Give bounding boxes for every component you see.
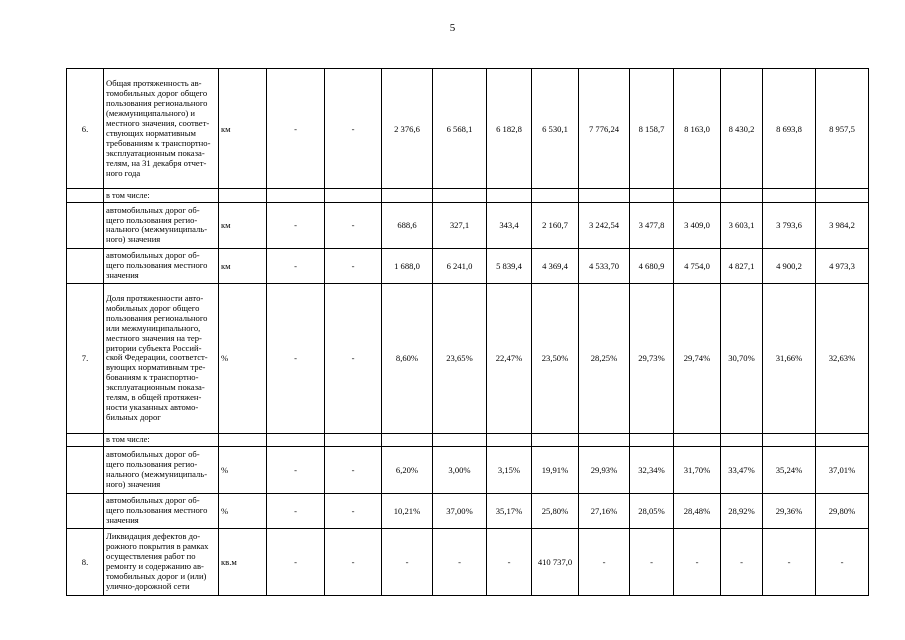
- empty-cell: [763, 433, 816, 446]
- empty-cell: [579, 189, 630, 202]
- empty-cell: [721, 433, 763, 446]
- value-cell: 4 754,0: [674, 249, 721, 284]
- value-cell: 7 776,24: [579, 69, 630, 189]
- value-cell: 2 376,6: [382, 69, 433, 189]
- value-cell: 28,05%: [630, 494, 674, 529]
- value-cell: 8 158,7: [630, 69, 674, 189]
- value-cell: 3 242,54: [579, 202, 630, 249]
- value-cell: 5 839,4: [487, 249, 532, 284]
- unit-cell: кв.м: [219, 528, 267, 595]
- value-cell: 22,47%: [487, 284, 532, 434]
- value-cell: -: [816, 528, 869, 595]
- table-body: [67, 69, 869, 596]
- value-cell: -: [325, 284, 382, 434]
- value-cell: -: [325, 528, 382, 595]
- value-cell: -: [763, 528, 816, 595]
- value-cell: -: [487, 528, 532, 595]
- empty-cell: [267, 433, 325, 446]
- value-cell: 3 984,2: [816, 202, 869, 249]
- value-cell: 29,73%: [630, 284, 674, 434]
- subheading-cell: в том числе:: [104, 189, 219, 202]
- unit-cell: %: [219, 447, 267, 494]
- empty-cell: [219, 433, 267, 446]
- table-row: [67, 189, 869, 202]
- row-number-cell: 7.: [67, 284, 104, 434]
- value-cell: -: [382, 528, 433, 595]
- value-cell: -: [267, 249, 325, 284]
- value-cell: 6 182,8: [487, 69, 532, 189]
- indicators-table: [66, 68, 869, 596]
- value-cell: -: [433, 528, 487, 595]
- unit-cell: км: [219, 249, 267, 284]
- empty-cell: [674, 433, 721, 446]
- empty-cell: [325, 433, 382, 446]
- value-cell: 6 530,1: [532, 69, 579, 189]
- empty-cell: [816, 433, 869, 446]
- value-cell: 32,34%: [630, 447, 674, 494]
- value-cell: -: [325, 202, 382, 249]
- value-cell: 8 430,2: [721, 69, 763, 189]
- empty-cell: [721, 189, 763, 202]
- table-row: [67, 249, 869, 284]
- value-cell: -: [267, 69, 325, 189]
- value-cell: 6 568,1: [433, 69, 487, 189]
- indicator-name-cell: автомобильных дорог об-щего пользования местного значения: [104, 494, 219, 529]
- table-row: [67, 494, 869, 529]
- empty-cell: [267, 189, 325, 202]
- table-row: [67, 284, 869, 434]
- value-cell: 3 409,0: [674, 202, 721, 249]
- table-row: [67, 447, 869, 494]
- indicator-name-cell: Общая протяженность ав-томобильных дорог общего пользования регионального (межмуниципального) и местного значения, соответ-ствующих нормативным требованиям к транспортно-эксплуатационным показа-телям, на 31 декабря отчет-ного года: [104, 69, 219, 189]
- value-cell: 2 160,7: [532, 202, 579, 249]
- value-cell: 4 973,3: [816, 249, 869, 284]
- empty-cell: [487, 189, 532, 202]
- value-cell: 3,00%: [433, 447, 487, 494]
- value-cell: 343,4: [487, 202, 532, 249]
- empty-cell: [433, 433, 487, 446]
- value-cell: 8 693,8: [763, 69, 816, 189]
- value-cell: 23,50%: [532, 284, 579, 434]
- empty-cell: [763, 189, 816, 202]
- empty-cell: [816, 189, 869, 202]
- table-row: [67, 202, 869, 249]
- table-row: [67, 433, 869, 446]
- row-number-cell: 8.: [67, 528, 104, 595]
- value-cell: -: [325, 69, 382, 189]
- value-cell: 688,6: [382, 202, 433, 249]
- indicator-name-cell: Ликвидация дефектов до-рожного покрытия в рамках осуществления работ по ремонту и содержанию ав-томобильных дорог и (или) улично-дорожной сети: [104, 528, 219, 595]
- value-cell: -: [267, 284, 325, 434]
- value-cell: 29,74%: [674, 284, 721, 434]
- value-cell: 4 900,2: [763, 249, 816, 284]
- empty-cell: [532, 189, 579, 202]
- row-number-cell: [67, 433, 104, 446]
- table-row: [67, 528, 869, 595]
- value-cell: 25,80%: [532, 494, 579, 529]
- value-cell: 4 827,1: [721, 249, 763, 284]
- subheading-cell: в том числе:: [104, 433, 219, 446]
- value-cell: 327,1: [433, 202, 487, 249]
- value-cell: 19,91%: [532, 447, 579, 494]
- value-cell: 37,01%: [816, 447, 869, 494]
- value-cell: 6,20%: [382, 447, 433, 494]
- value-cell: -: [579, 528, 630, 595]
- unit-cell: %: [219, 494, 267, 529]
- empty-cell: [532, 433, 579, 446]
- value-cell: 8 163,0: [674, 69, 721, 189]
- value-cell: -: [721, 528, 763, 595]
- indicator-name-cell: автомобильных дорог об-щего пользования регио-нального (межмуниципаль-ного) значения: [104, 202, 219, 249]
- unit-cell: км: [219, 69, 267, 189]
- value-cell: 30,70%: [721, 284, 763, 434]
- value-cell: 4 680,9: [630, 249, 674, 284]
- value-cell: -: [267, 494, 325, 529]
- indicator-name-cell: автомобильных дорог об-щего пользования регио-нального (межмуниципаль-ного) значения: [104, 447, 219, 494]
- value-cell: -: [630, 528, 674, 595]
- value-cell: 35,17%: [487, 494, 532, 529]
- empty-cell: [325, 189, 382, 202]
- empty-cell: [433, 189, 487, 202]
- value-cell: 31,66%: [763, 284, 816, 434]
- value-cell: 3 477,8: [630, 202, 674, 249]
- value-cell: -: [325, 447, 382, 494]
- empty-cell: [579, 433, 630, 446]
- page-number: 5: [449, 22, 456, 34]
- value-cell: 3 793,6: [763, 202, 816, 249]
- row-number-cell: [67, 494, 104, 529]
- value-cell: 37,00%: [433, 494, 487, 529]
- value-cell: 32,63%: [816, 284, 869, 434]
- value-cell: 28,25%: [579, 284, 630, 434]
- value-cell: -: [267, 202, 325, 249]
- value-cell: 8,60%: [382, 284, 433, 434]
- value-cell: -: [267, 528, 325, 595]
- value-cell: 28,48%: [674, 494, 721, 529]
- value-cell: 28,92%: [721, 494, 763, 529]
- value-cell: 1 688,0: [382, 249, 433, 284]
- value-cell: 35,24%: [763, 447, 816, 494]
- empty-cell: [382, 433, 433, 446]
- empty-cell: [219, 189, 267, 202]
- value-cell: 410 737,0: [532, 528, 579, 595]
- value-cell: 4 369,4: [532, 249, 579, 284]
- indicator-name-cell: Доля протяженности авто-мобильных дорог общего пользования регионального или межмуниципального, местного значения на тер-ритории субъекта Россий-ской Федерации, соответст-вующих нормативным тре-бованиям к транспортно-эксплуатационным показа-телям, в общей протяжен-ности указанных автомо-бильных дорог: [104, 284, 219, 434]
- unit-cell: %: [219, 284, 267, 434]
- value-cell: 29,93%: [579, 447, 630, 494]
- value-cell: -: [325, 494, 382, 529]
- value-cell: 29,80%: [816, 494, 869, 529]
- value-cell: 29,36%: [763, 494, 816, 529]
- indicator-name-cell: автомобильных дорог об-щего пользования местного значения: [104, 249, 219, 284]
- value-cell: 3,15%: [487, 447, 532, 494]
- value-cell: -: [674, 528, 721, 595]
- value-cell: 4 533,70: [579, 249, 630, 284]
- unit-cell: км: [219, 202, 267, 249]
- value-cell: 23,65%: [433, 284, 487, 434]
- value-cell: -: [267, 447, 325, 494]
- value-cell: 8 957,5: [816, 69, 869, 189]
- row-number-cell: [67, 202, 104, 249]
- value-cell: -: [325, 249, 382, 284]
- empty-cell: [382, 189, 433, 202]
- empty-cell: [630, 189, 674, 202]
- value-cell: 31,70%: [674, 447, 721, 494]
- empty-cell: [630, 433, 674, 446]
- row-number-cell: [67, 189, 104, 202]
- value-cell: 3 603,1: [721, 202, 763, 249]
- empty-cell: [674, 189, 721, 202]
- empty-cell: [487, 433, 532, 446]
- value-cell: 27,16%: [579, 494, 630, 529]
- value-cell: 10,21%: [382, 494, 433, 529]
- row-number-cell: [67, 447, 104, 494]
- table-row: [67, 69, 869, 189]
- row-number-cell: [67, 249, 104, 284]
- value-cell: 6 241,0: [433, 249, 487, 284]
- value-cell: 33,47%: [721, 447, 763, 494]
- row-number-cell: 6.: [67, 69, 104, 189]
